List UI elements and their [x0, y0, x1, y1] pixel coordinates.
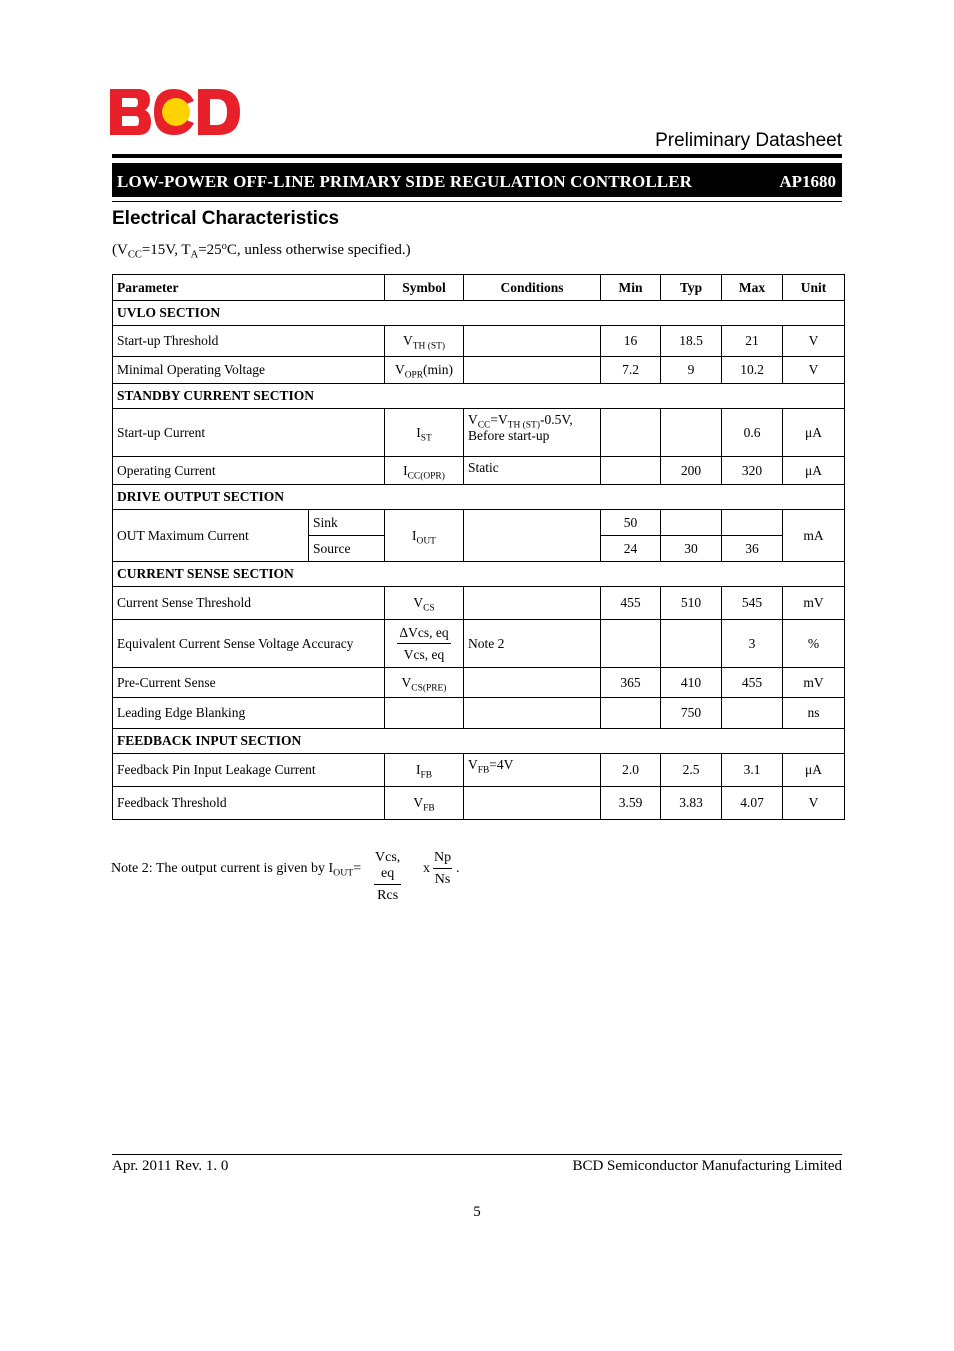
unit-cell: μA [783, 754, 845, 787]
min-cell: 2.0 [601, 754, 661, 787]
unit-cell: mV [783, 668, 845, 698]
header-unit: Unit [783, 275, 845, 301]
section-row [113, 384, 845, 409]
section-feedback-input: FEEDBACK INPUT SECTION [113, 729, 845, 754]
table-row [113, 326, 845, 357]
unit-cell: V [783, 787, 845, 820]
table-row [113, 754, 845, 787]
header-conditions: Conditions [464, 275, 601, 301]
table-row [113, 668, 845, 698]
table-row [113, 457, 845, 485]
param-cell: Pre-Current Sense [113, 668, 385, 698]
symbol-cell: $I_{ST}$ [385, 409, 464, 457]
typ-cell: 510 [661, 587, 722, 620]
unit-cell: ns [783, 698, 845, 729]
sub-param-cell: Source [309, 536, 385, 562]
min-cell [601, 409, 661, 457]
conditions-cell [464, 357, 601, 384]
max-cell: 3 [722, 620, 783, 668]
min-cell: 50 [601, 510, 661, 536]
unit-cell: V [783, 326, 845, 357]
document-title: LOW-POWER OFF-LINE PRIMARY SIDE REGULATION CONTROLLER [117, 172, 693, 191]
unit-cell: μA [783, 457, 845, 485]
table-row [113, 357, 845, 384]
header-thin-rule [112, 201, 842, 202]
page-number: 5 [473, 1204, 481, 1220]
conditions-cell [464, 668, 601, 698]
test-conditions-note: ($V_{CC}=15V$, $T_A=25^oC$, unless otherwise specified.) [112, 240, 411, 261]
conditions-cell: $V_{FB}=4V$ [464, 754, 601, 787]
param-cell: Minimal Operating Voltage [113, 357, 385, 384]
typ-cell: 3.83 [661, 787, 722, 820]
typ-cell [661, 620, 722, 668]
param-cell: Start-up Current [113, 409, 385, 457]
min-cell: 455 [601, 587, 661, 620]
note-2-period: . [456, 861, 460, 876]
part-number: AP1680 [779, 172, 836, 191]
param-cell: Operating Current [113, 457, 385, 485]
param-cell: Start-up Threshold [113, 326, 385, 357]
max-cell: 4.07 [722, 787, 783, 820]
max-cell: 10.2 [722, 357, 783, 384]
symbol-cell: $I_{FB}$ [385, 754, 464, 787]
symbol-cell: $V_{CS(PRE)}$ [385, 668, 464, 698]
conditions-cell: $V_{CC}=V_{TH (ST)}-0.5V$, Before start-up [464, 409, 601, 457]
max-cell: 0.6 [722, 409, 783, 457]
typ-cell: 750 [661, 698, 722, 729]
header-typ: Typ [661, 275, 722, 301]
section-row [113, 562, 845, 587]
symbol-cell: $I_{CC(OPR)}$ [385, 457, 464, 485]
table-row [113, 587, 845, 620]
table-row [113, 409, 845, 457]
title-bar [112, 163, 842, 197]
section-current-sense: CURRENT SENSE SECTION [113, 562, 845, 587]
min-cell: 3.59 [601, 787, 661, 820]
note-2-multiply: x [423, 861, 430, 876]
conditions-cell [464, 510, 601, 562]
header-max: Max [722, 275, 783, 301]
min-cell [601, 698, 661, 729]
max-cell: 36 [722, 536, 783, 562]
unit-cell: V [783, 357, 845, 384]
symbol-cell: $V_{FB}$ [385, 787, 464, 820]
min-cell: 365 [601, 668, 661, 698]
param-cell: Current Sense Threshold [113, 587, 385, 620]
symbol-cell: $I_{OUT}$ [385, 510, 464, 562]
min-cell: 16 [601, 326, 661, 357]
max-cell: 3.1 [722, 754, 783, 787]
header-parameter: Parameter [113, 275, 385, 301]
note-2-fraction-2: $\frac{Np}{Ns}$ [434, 850, 452, 887]
typ-cell: 30 [661, 536, 722, 562]
conditions-cell [464, 787, 601, 820]
conditions-cell [464, 587, 601, 620]
document-type-label: Preliminary Datasheet [655, 130, 842, 151]
section-standby: STANDBY CURRENT SECTION [113, 384, 845, 409]
typ-cell [661, 409, 722, 457]
typ-cell: 200 [661, 457, 722, 485]
section-title: Electrical Characteristics [112, 208, 340, 229]
max-cell: 455 [722, 668, 783, 698]
bcd-logo [110, 89, 240, 135]
symbol-cell [385, 620, 464, 668]
min-cell [601, 457, 661, 485]
section-uvlo: UVLO SECTION [113, 301, 845, 326]
symbol-cell [385, 698, 464, 729]
param-cell: OUT Maximum Current [113, 510, 309, 562]
sub-param-cell: Sink [309, 510, 385, 536]
section-row [113, 301, 845, 326]
max-cell: 21 [722, 326, 783, 357]
bcd-logo-graphic [110, 89, 240, 135]
conditions-cell [464, 698, 601, 729]
note-2-fraction-1: Vcs, eq Rcs [375, 850, 401, 903]
max-cell: 545 [722, 587, 783, 620]
symbol-cell: $V_{OPR}(\min)$ [385, 357, 464, 384]
conditions-cell: Static [464, 457, 601, 485]
conditions-cell: Note 2 [464, 620, 601, 668]
max-cell [722, 510, 783, 536]
electrical-characteristics-table [112, 274, 845, 820]
param-cell: Feedback Threshold [113, 787, 385, 820]
note-2-text: Note 2: The output current is given by $I_{OUT}=$ [111, 861, 362, 879]
table-header-row [113, 275, 845, 301]
header-symbol: Symbol [385, 275, 464, 301]
symbol-fraction: $\frac{\text{ΔVcs, eq}}{\text{Vcs, eq}}$ [399, 624, 449, 662]
table-row [113, 510, 845, 536]
symbol-cell: $V_{TH (ST)}$ [385, 326, 464, 357]
conditions-cell [464, 326, 601, 357]
typ-cell [661, 510, 722, 536]
typ-cell: 9 [661, 357, 722, 384]
section-row [113, 729, 845, 754]
param-cell: Equivalent Current Sense Voltage Accuracy [113, 620, 385, 668]
symbol-cell: $V_{CS}$ [385, 587, 464, 620]
section-row [113, 485, 845, 510]
unit-cell: % [783, 620, 845, 668]
header-min: Min [601, 275, 661, 301]
min-cell: 24 [601, 536, 661, 562]
section-drive-output: DRIVE OUTPUT SECTION [113, 485, 845, 510]
table-row [113, 698, 845, 729]
footer-revision: Apr. 2011 Rev. 1. 0 [112, 1158, 229, 1174]
table-row [113, 787, 845, 820]
typ-cell: 18.5 [661, 326, 722, 357]
max-cell [722, 698, 783, 729]
unit-cell: mA [783, 510, 845, 562]
unit-cell: μA [783, 409, 845, 457]
unit-cell: mV [783, 587, 845, 620]
param-cell: Feedback Pin Input Leakage Current [113, 754, 385, 787]
footer-company: BCD Semiconductor Manufacturing Limited [572, 1158, 842, 1174]
max-cell: 320 [722, 457, 783, 485]
min-cell: 7.2 [601, 357, 661, 384]
param-cell: Leading Edge Blanking [113, 698, 385, 729]
typ-cell: 2.5 [661, 754, 722, 787]
table-row [113, 620, 845, 668]
header-rule [112, 154, 842, 158]
footer-rule [112, 1154, 842, 1155]
min-cell [601, 620, 661, 668]
typ-cell: 410 [661, 668, 722, 698]
